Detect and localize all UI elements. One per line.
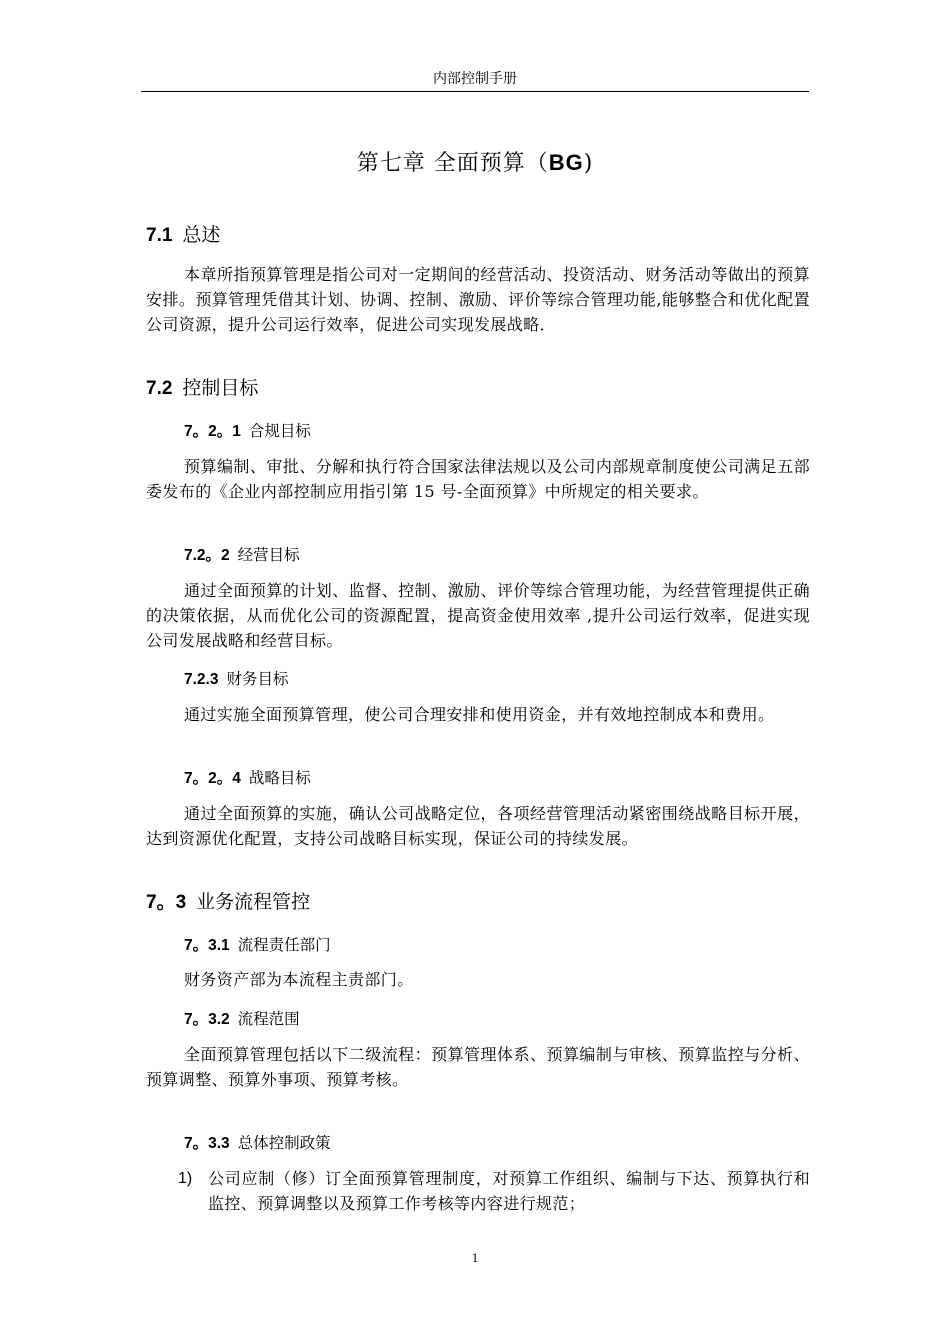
subsection-heading-7-3-2 [184, 1007, 300, 1029]
section-heading-7-3 [146, 887, 310, 914]
subsection-title: 流程责任部门 [237, 936, 331, 954]
section-title: 总述 [182, 224, 221, 246]
chapter-title [141, 146, 809, 177]
section-number: 7.1 [146, 225, 173, 246]
section-heading-7-2 [146, 373, 258, 400]
list-item [178, 1166, 810, 1216]
subsection-number: 7。2。4 [184, 770, 241, 787]
subsection-title: 合规目标 [248, 422, 311, 440]
section-title: 控制目标 [182, 377, 259, 399]
subsection-number: 7。3.3 [184, 1135, 230, 1152]
subsection-title: 总体控制政策 [237, 1134, 331, 1152]
paragraph-finance: 通过实施全面预算管理，使公司合理安排和使用资金，并有效地控制成本和费用。 [184, 705, 775, 724]
page-number: 1 [471, 1250, 479, 1265]
subsection-heading-7-3-1 [184, 933, 331, 955]
subsection-title: 财务目标 [226, 670, 289, 688]
header-divider [141, 91, 809, 92]
list-item-text: 公司应制（修）订全面预算管理制度，对预算工作组织、编制与下达、预算执行和监控、预算调整以及预算工作考核等内容进行规范； [208, 1169, 810, 1213]
subsection-number: 7。2。1 [184, 423, 241, 440]
section-title: 业务流程管控 [196, 891, 311, 913]
paragraph-responsible-dept: 财务资产部为本流程主责部门。 [184, 970, 414, 989]
running-header: 内部控制手册 [433, 71, 517, 87]
paragraph-compliance: 预算编制、审批、分解和执行符合国家法律法规以及公司内部规章制度使公司满足五部委发布的《企业内部控制应用指引第 15 号-全面预算》中所规定的相关要求。 [146, 457, 810, 501]
subsection-number: 7。3.1 [184, 937, 230, 954]
paragraph-operations: 通过全面预算的计划、监督、控制、激励、评价等综合管理功能，为经营管理提供正确的决策依据，从而优化公司的资源配置，提高资金使用效率 ,提升公司运行效率，促进实现公司发展战略和经营目标。 [146, 581, 810, 650]
subsection-heading-7-2-3 [184, 667, 289, 689]
subsection-heading-7-2-2 [184, 543, 300, 565]
subsection-title: 战略目标 [248, 769, 311, 787]
list-marker: 1) [178, 1170, 193, 1187]
subsection-title: 经营目标 [237, 546, 300, 564]
subsection-heading-7-2-1 [184, 419, 311, 441]
section-heading-7-1 [146, 220, 220, 247]
subsection-number: 7.2.3 [184, 671, 219, 688]
chapter-title-text: 第七章 全面预算（ [356, 151, 549, 176]
paragraph-overview: 本章所指预算管理是指公司对一定期间的经营活动、投资活动、财务活动等做出的预算安排。预算管理凭借其计划、协调、控制、激励、评价等综合管理功能,能够整合和优化配置公司资源，提升公司运行效率，促进公司实现发展战略． [146, 265, 810, 334]
subsection-number: 7。3.2 [184, 1011, 230, 1028]
section-number: 7.2 [146, 378, 173, 399]
chapter-title-close: ) [583, 151, 594, 176]
subsection-number: 7.2。2 [184, 547, 230, 564]
paragraph-strategy: 通过全面预算的实施，确认公司战略定位，各项经营管理活动紧密围绕战略目标开展，达到资源优化配置，支持公司战略目标实现，保证公司的持续发展。 [146, 804, 810, 848]
subsection-heading-7-2-4 [184, 766, 311, 788]
subsection-heading-7-3-3 [184, 1131, 331, 1153]
subsection-title: 流程范围 [237, 1010, 300, 1028]
section-number: 7。3 [146, 892, 187, 913]
chapter-code: BG [548, 150, 584, 175]
paragraph-process-scope: 全面预算管理包括以下二级流程：预算管理体系、预算编制与审核、预算监控与分析、预算调整、预算外事项、预算考核。 [146, 1045, 810, 1089]
